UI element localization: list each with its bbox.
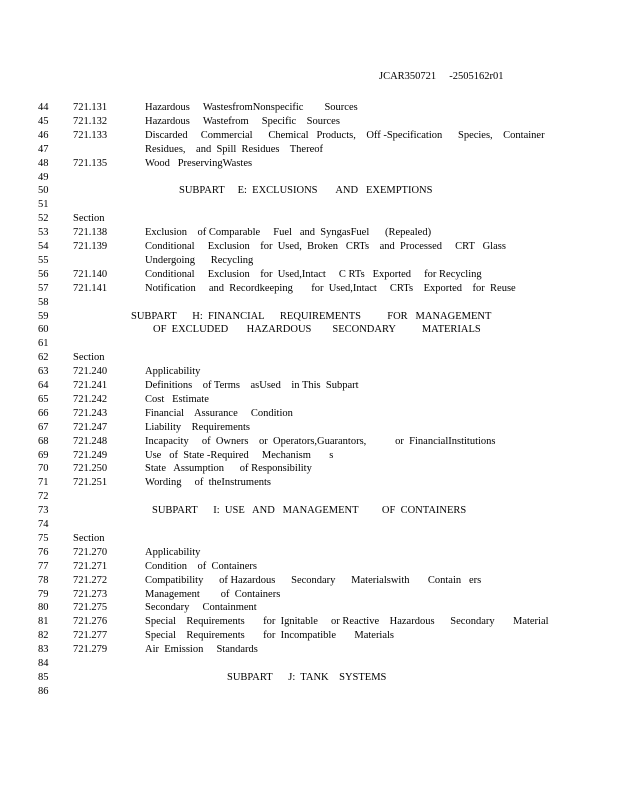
line-number: 71	[38, 477, 49, 489]
subpart-heading: SUBPART I: USE AND MANAGEMENT OF CONTAINERS	[152, 505, 467, 517]
section-title: Conditional Exclusion for Used,Intact C RTs Exported for Recycling	[145, 268, 482, 280]
section-title: Air Emission Standards	[145, 644, 258, 656]
line-number: 86	[38, 685, 49, 697]
section-title: Conditional Exclusion for Used, Broken CRTs and Processed CRT Glass	[145, 241, 506, 252]
section-number: 721.247	[73, 421, 108, 433]
section-title: Wording of theInstruments	[145, 477, 272, 489]
subpart-heading: OF EXCLUDED HAZARDOUS SECONDARY MATERIALS	[153, 324, 481, 336]
section-title: Liability Requirements	[145, 421, 250, 433]
line-number: 51	[38, 199, 49, 211]
line-number: 66	[38, 407, 49, 419]
section-title: Cost Estimate	[145, 393, 209, 405]
section-title: Notification and Recordkeeping for Used,Intact CRTs Exported for Reuse	[145, 282, 516, 294]
line-number: 54	[38, 241, 49, 252]
line-number: 78	[38, 574, 49, 586]
line-number: 59	[38, 310, 49, 322]
section-number: 721.131	[73, 102, 108, 113]
section-title: Use of State -Required Mechanism s	[145, 449, 334, 461]
line-number: 77	[38, 560, 49, 572]
document-header: JCAR350721 -2505162r01	[379, 71, 504, 82]
section-title: Applicability	[145, 546, 201, 558]
section-number: 721.141	[73, 282, 108, 294]
section-title: Discarded Commercial Chemical Products, Off -Specification Species, Container	[145, 129, 545, 141]
section-number: 721.270	[73, 546, 108, 558]
line-number: 50	[38, 185, 49, 197]
line-number: 63	[38, 366, 49, 378]
section-number: 721.249	[73, 449, 108, 461]
line-number: 65	[38, 393, 49, 405]
line-number: 83	[38, 644, 49, 656]
line-number: 56	[38, 268, 49, 280]
line-number: 62	[38, 352, 49, 364]
section-number: 721.248	[73, 435, 108, 447]
line-number: 47	[38, 143, 49, 155]
line-number: 85	[38, 671, 49, 683]
section-title: Applicability	[145, 366, 201, 378]
line-number: 49	[38, 171, 49, 183]
section-title: Undergoing Recycling	[145, 254, 254, 266]
section-number: 721.251	[73, 477, 108, 489]
section-number: 721.140	[73, 268, 108, 280]
section-title: State Assumption of Responsibility	[145, 463, 312, 475]
section-number: 721.240	[73, 366, 108, 378]
section-title: Definitions of Terms asUsed in This Subpart	[145, 380, 359, 391]
line-number: 84	[38, 658, 49, 669]
section-number: 721.272	[73, 574, 108, 586]
section-number: 721.138	[73, 227, 108, 239]
section-number: 721.273	[73, 588, 108, 600]
section-title: Hazardous WastesfromNonspecific Sources	[145, 102, 358, 113]
line-number: 64	[38, 380, 49, 391]
line-number: 53	[38, 227, 49, 239]
section-number: Section	[73, 213, 105, 225]
section-title: Residues, and Spill Residues Thereof	[145, 143, 323, 155]
subpart-heading: SUBPART H: FINANCIAL REQUIREMENTS FOR MANAGEMENT	[131, 310, 492, 322]
section-title: Exclusion of Comparable Fuel and SyngasFuel (Repealed)	[145, 227, 432, 239]
section-title: Compatibility of Hazardous Secondary Materialswith Contain ers	[145, 574, 482, 586]
subpart-heading: SUBPART E: EXCLUSIONS AND EXEMPTIONS	[179, 185, 433, 197]
line-number: 72	[38, 491, 49, 503]
line-number: 68	[38, 435, 49, 447]
line-number: 75	[38, 532, 49, 544]
line-number: 76	[38, 546, 49, 558]
section-number: 721.279	[73, 644, 108, 656]
line-number: 46	[38, 129, 49, 141]
line-number: 48	[38, 157, 49, 169]
section-number: 721.139	[73, 241, 108, 252]
section-title: Secondary Containment	[145, 602, 257, 614]
section-number: 721.243	[73, 407, 108, 419]
section-title: Special Requirements for Incompatible Materials	[145, 630, 395, 642]
section-number: 721.242	[73, 393, 108, 405]
section-number: Section	[73, 352, 105, 364]
section-number: 721.135	[73, 157, 108, 169]
section-title: Condition of Containers	[145, 560, 257, 572]
line-number: 74	[38, 519, 49, 530]
section-title: Incapacity of Owners or Operators,Guarantors, or FinancialInstitutions	[145, 435, 496, 447]
line-number: 70	[38, 463, 49, 475]
line-number: 69	[38, 449, 49, 461]
section-number: Section	[73, 532, 105, 544]
line-number: 55	[38, 254, 49, 266]
line-number: 58	[38, 296, 49, 308]
line-number: 60	[38, 324, 49, 336]
section-title: Wood PreservingWastes	[145, 157, 253, 169]
section-number: 721.133	[73, 129, 108, 141]
subpart-heading: SUBPART J: TANK SYSTEMS	[227, 671, 387, 683]
section-number: 721.241	[73, 380, 108, 391]
section-number: 721.271	[73, 560, 108, 572]
line-number: 82	[38, 630, 49, 642]
section-title: Financial Assurance Condition	[145, 407, 293, 419]
section-number: 721.250	[73, 463, 108, 475]
line-number: 61	[38, 338, 49, 350]
section-number: 721.132	[73, 115, 108, 127]
section-title: Management of Containers	[145, 588, 281, 600]
section-title: Hazardous Wastefrom Specific Sources	[145, 115, 340, 127]
section-number: 721.275	[73, 602, 108, 614]
line-number: 73	[38, 505, 49, 517]
line-number: 81	[38, 616, 49, 628]
line-number: 67	[38, 421, 49, 433]
line-number: 45	[38, 115, 49, 127]
line-number: 79	[38, 588, 49, 600]
line-number: 80	[38, 602, 49, 614]
line-number: 52	[38, 213, 49, 225]
section-number: 721.276	[73, 616, 108, 628]
section-number: 721.277	[73, 630, 108, 642]
section-title: Special Requirements for Ignitable or Reactive Hazardous Secondary Material	[145, 616, 549, 628]
line-number: 57	[38, 282, 49, 294]
line-number: 44	[38, 102, 49, 113]
